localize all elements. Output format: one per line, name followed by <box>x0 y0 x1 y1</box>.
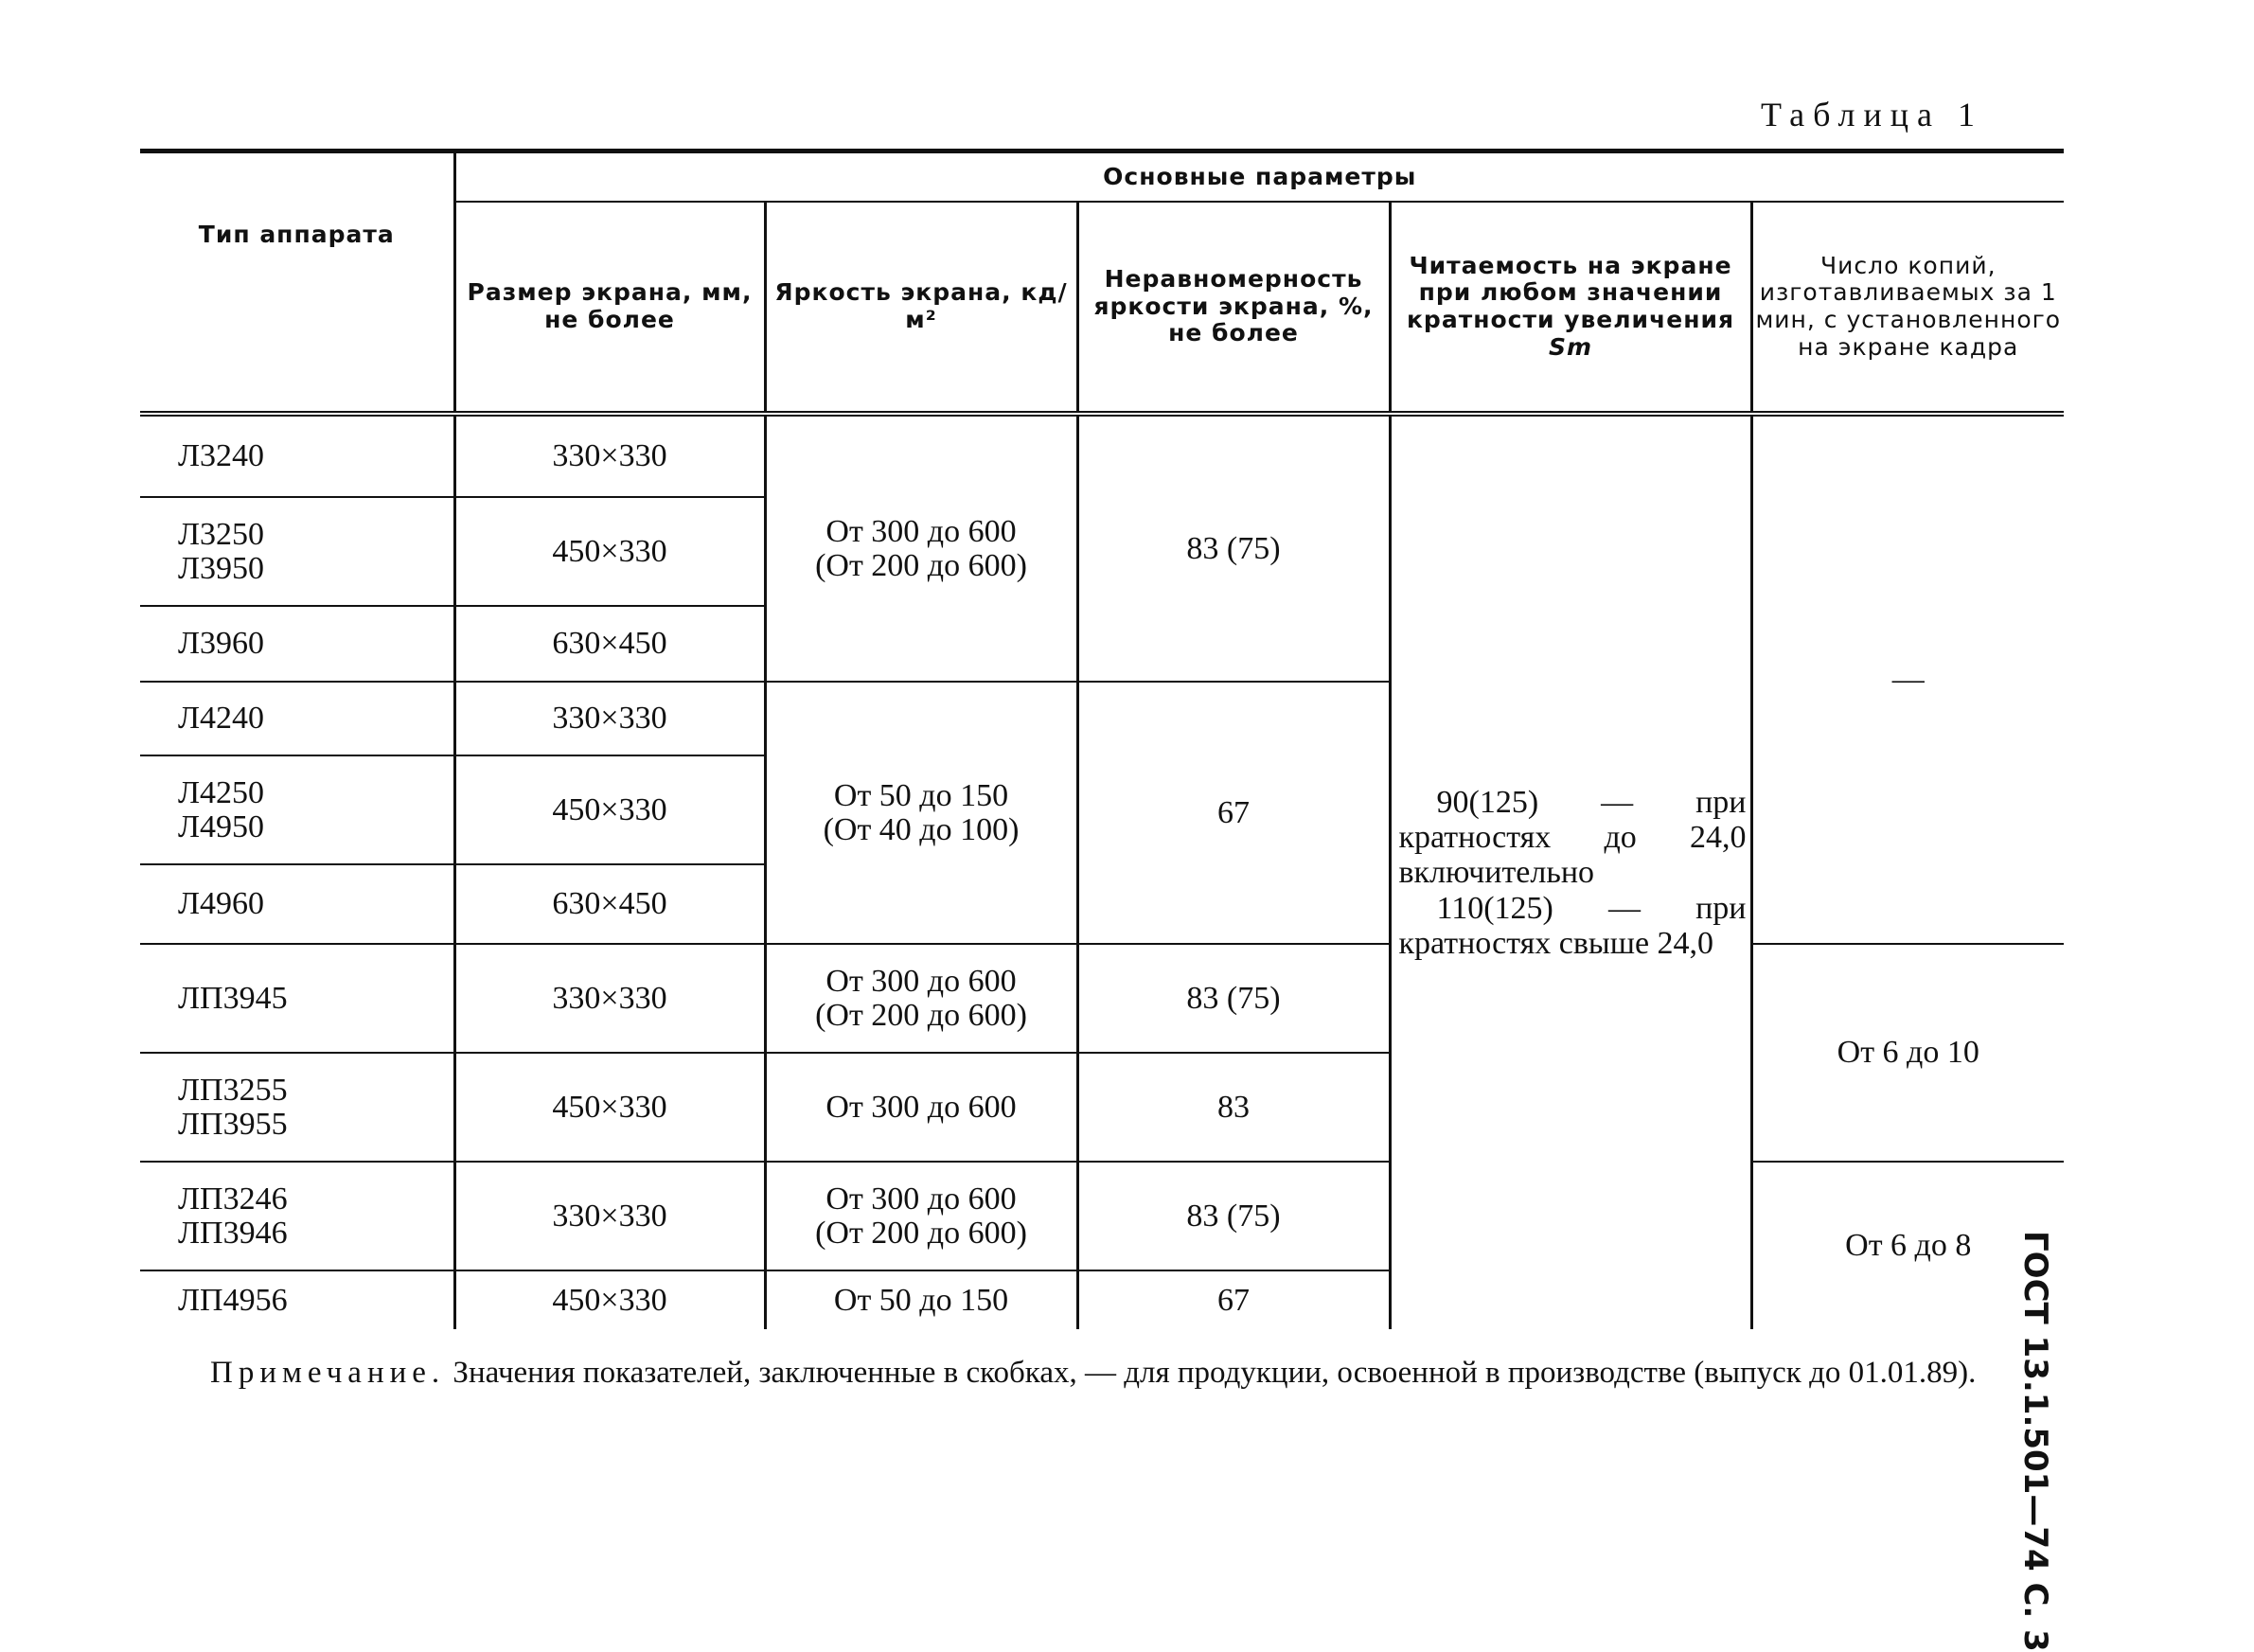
table-caption: Таблица 1 <box>1761 96 1983 133</box>
header-readability-symbol: Sm <box>1548 332 1593 361</box>
table-row-type <box>140 944 454 1053</box>
header-brightness: Яркость экрана, кд/м² <box>765 202 1077 414</box>
table-cell-brightness <box>765 944 1077 1053</box>
table-cell-brightness <box>765 1270 1077 1329</box>
readability-line: 90(125) — при кратностях до 24,0 включительно <box>1398 784 1747 891</box>
table-row-type <box>140 497 454 606</box>
table-cell-size: 330×330 <box>454 414 765 497</box>
table-row-type <box>140 755 454 864</box>
table-cell-nonuniformity: 83 (75) <box>1077 414 1390 682</box>
table-cell-brightness <box>765 1053 1077 1162</box>
table-row-type <box>140 606 454 682</box>
type-code: Л3950 <box>178 550 265 586</box>
table-cell-readability <box>1390 414 1751 1329</box>
table-row-type <box>140 1053 454 1162</box>
readability-line: 110(125) — при кратностях свыше 24,0 <box>1398 890 1747 962</box>
header-copies: Число копий, изготавливаемых за 1 мин, с установленного на экране кадра <box>1751 202 2064 414</box>
table-row-type <box>140 864 454 944</box>
type-code: ЛП3955 <box>178 1106 288 1142</box>
header-main-parameters: Основные параметры <box>454 153 2064 202</box>
table-cell-copies: От 6 до 10 <box>1751 944 2064 1162</box>
parameters-table <box>140 153 2064 1329</box>
table-cell-brightness <box>765 414 1077 682</box>
table-row-type <box>140 414 454 497</box>
type-code: Л3960 <box>178 626 265 662</box>
brightness-line: От 50 до 150 <box>833 777 1009 813</box>
table-cell-size: 630×450 <box>454 606 765 682</box>
table-cell-nonuniformity: 83 <box>1077 1053 1390 1162</box>
table-cell-copies: От 6 до 8 <box>1751 1162 2064 1329</box>
table-row-type <box>140 1162 454 1270</box>
brightness-line: От 300 до 600 <box>825 513 1017 549</box>
header-nonuniformity: Неравномерность яркости экрана, %, не более <box>1077 202 1390 414</box>
table-cell-size: 450×330 <box>454 497 765 606</box>
table-cell-copies: — <box>1751 414 2064 944</box>
type-code: ЛП3946 <box>178 1215 288 1251</box>
document-side-label: ГОСТ 13.1.501—74 С. 3 <box>2016 1231 2054 1652</box>
table-cell-size: 450×330 <box>454 1270 765 1329</box>
table-row-type <box>140 682 454 755</box>
note-text: Значения показателей, заключенные в скобках, — для продукции, освоенной в производстве (выпуск до 01.01.89). <box>445 1356 1977 1390</box>
table-cell-size: 330×330 <box>454 682 765 755</box>
table-cell-brightness <box>765 682 1077 944</box>
brightness-line: От 300 до 600 <box>825 1089 1017 1125</box>
header-screen-size: Размер экрана, мм, не более <box>454 202 765 414</box>
type-code: Л3240 <box>178 438 265 474</box>
table-cell-size: 450×330 <box>454 755 765 864</box>
table-cell-size: 450×330 <box>454 1053 765 1162</box>
table-cell-size: 330×330 <box>454 1162 765 1270</box>
brightness-line: (От 200 до 600) <box>815 547 1027 583</box>
type-code: Л4250 <box>178 774 265 810</box>
type-code: Л4950 <box>178 808 265 844</box>
brightness-line: От 50 до 150 <box>833 1282 1009 1318</box>
note-label: Примечание. <box>210 1356 446 1390</box>
type-code: ЛП3945 <box>178 980 288 1016</box>
brightness-line: (От 40 до 100) <box>823 811 1020 847</box>
type-code: Л4960 <box>178 886 265 922</box>
table-cell-size: 630×450 <box>454 864 765 944</box>
brightness-line: (От 200 до 600) <box>815 1215 1027 1251</box>
table-row-type <box>140 1270 454 1329</box>
table-cell-nonuniformity: 83 (75) <box>1077 944 1390 1053</box>
type-code: ЛП3255 <box>178 1072 288 1108</box>
table-cell-brightness <box>765 1162 1077 1270</box>
table-cell-size: 330×330 <box>454 944 765 1053</box>
brightness-line: (От 200 до 600) <box>815 997 1027 1033</box>
table-cell-nonuniformity: 67 <box>1077 1270 1390 1329</box>
table-cell-nonuniformity: 67 <box>1077 682 1390 944</box>
brightness-line: От 300 до 600 <box>825 1181 1017 1217</box>
header-readability <box>1390 202 1751 414</box>
header-readability-text: Читаемость на экране при любом значении кратности увеличения <box>1406 251 1735 333</box>
table-note <box>210 1352 2066 1394</box>
type-code: ЛП4956 <box>178 1282 288 1318</box>
type-code: Л3250 <box>178 516 265 552</box>
type-code: Л4240 <box>178 701 265 737</box>
brightness-line: От 300 до 600 <box>825 963 1017 999</box>
type-code: ЛП3246 <box>178 1181 288 1217</box>
header-type: Тип аппарата <box>140 153 454 414</box>
table-cell-nonuniformity: 83 (75) <box>1077 1162 1390 1270</box>
